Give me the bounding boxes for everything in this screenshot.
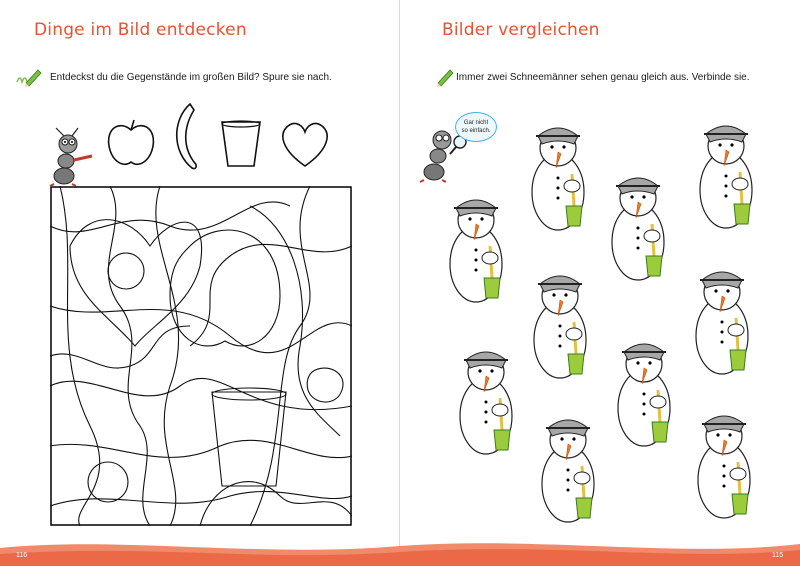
snowman-7[interactable]	[460, 352, 512, 454]
banana-icon	[168, 102, 208, 172]
snowman-8[interactable]	[618, 344, 670, 446]
pencil-icon	[14, 66, 42, 88]
speech-bubble-line-1: Gar nicht	[463, 120, 489, 126]
cup-icon	[218, 118, 264, 170]
snowman-10[interactable]	[698, 416, 750, 518]
snowman-4[interactable]	[700, 126, 752, 228]
snowman-9[interactable]	[542, 420, 594, 522]
apple-icon	[102, 116, 160, 172]
left-page-number: 116	[16, 552, 28, 559]
ant-mascot-image	[44, 126, 100, 186]
heart-icon	[276, 120, 334, 168]
snowman-2[interactable]	[532, 128, 584, 230]
snowman-1[interactable]	[450, 200, 502, 302]
right-page-number: 115	[772, 552, 784, 559]
snowman-3[interactable]	[612, 178, 664, 280]
snowmen-area	[400, 0, 800, 540]
right-page	[400, 0, 800, 566]
speech-bubble-line-2: so einfach.	[461, 128, 491, 134]
left-page-instruction: Entdeckst du die Gegenstände im großen Bild? Spure sie nach.	[50, 72, 332, 83]
left-page-title: Dinge im Bild entdecken	[34, 20, 247, 40]
right-page-title: Bilder vergleichen	[442, 20, 600, 40]
hidden-objects-puzzle[interactable]	[50, 186, 352, 526]
right-page-instruction: Immer zwei Schneemänner sehen genau gleich aus. Verbinde sie.	[456, 72, 750, 83]
snowman-6[interactable]	[696, 272, 748, 374]
snowman-5[interactable]	[534, 276, 586, 378]
footer-wave	[0, 536, 800, 566]
